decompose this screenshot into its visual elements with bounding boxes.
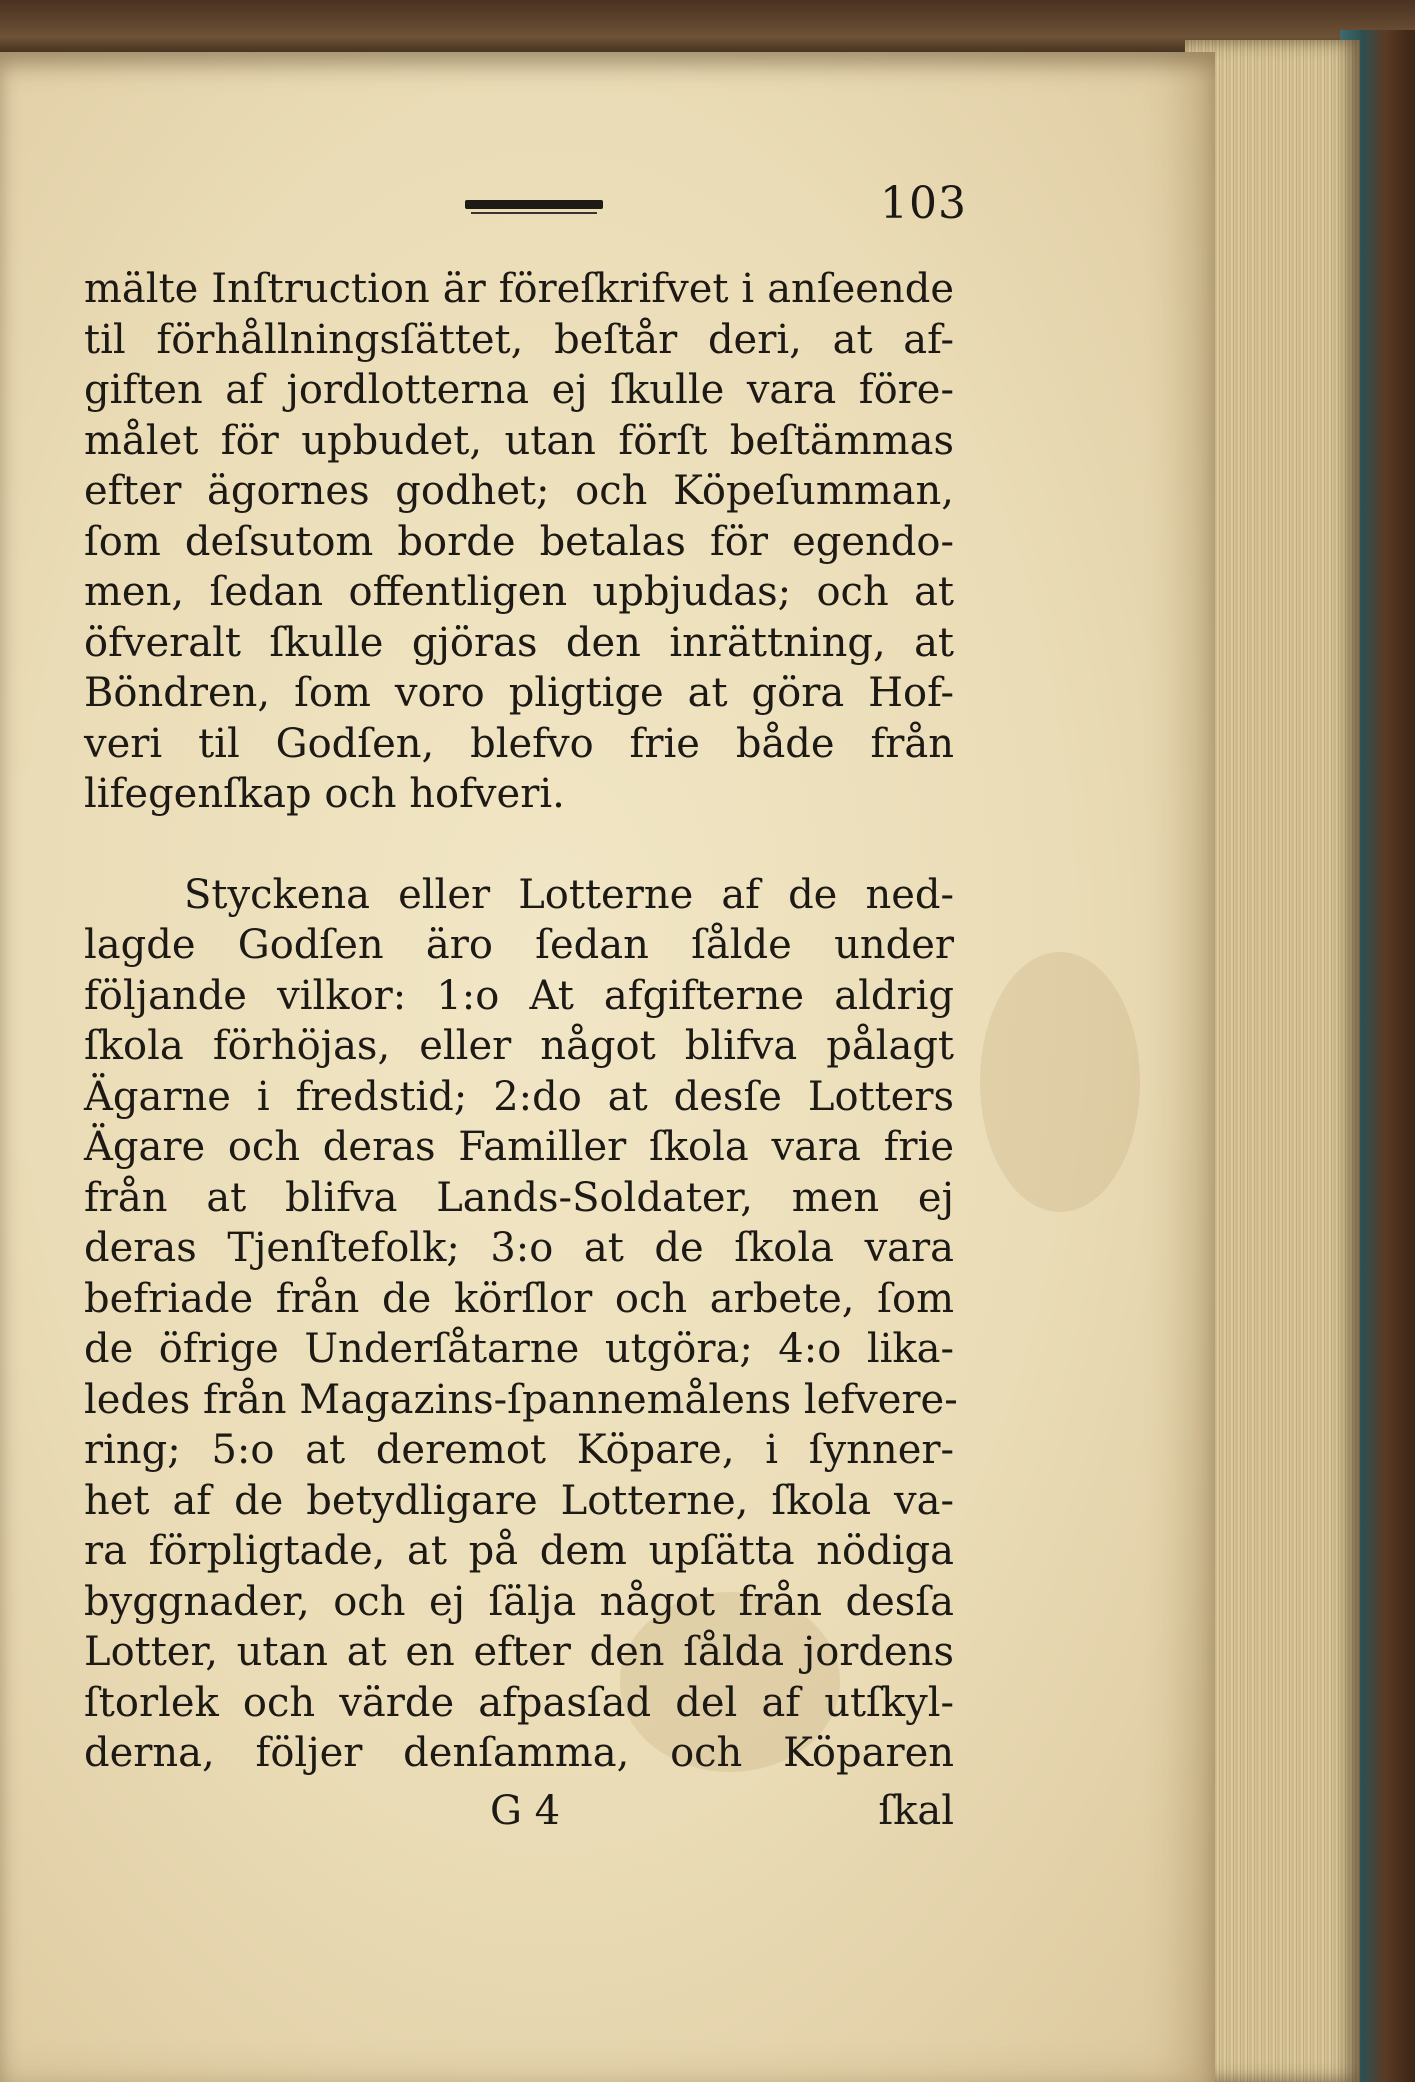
text-line: derna, följer denſamma, och Köparen [84, 1730, 954, 1776]
text-line: målet för upbudet, utan förſt beſtämmas [84, 417, 954, 464]
text-line: men, ſedan offentligen upbjudas; och at [84, 569, 954, 615]
paper-stain [980, 952, 1140, 1212]
text-line: ſtorlek och värde afpasſad del af utſkyl- [84, 1679, 954, 1726]
text-line: följande vilkor: 1:o At afgifterne aldrig [84, 972, 954, 1019]
text-line: ſkola förhöjas, eller något blifva pålagt [84, 1023, 954, 1069]
text-line: de öfrige Underſåtarne utgöra; 4:o lika- [84, 1326, 954, 1372]
text-line: byggnader, och ej ſälja något från desſa [84, 1578, 954, 1625]
paragraph-1 [84, 264, 954, 820]
text-line: giften af jordlotterna ej ſkulle vara före- [84, 367, 954, 413]
text-line: öfveralt ſkulle gjöras den inrättning, at [84, 619, 954, 666]
page-text [84, 264, 958, 1779]
signature-mark: G 4 [490, 1788, 561, 1834]
text-line: mälte Inſtruction är föreſkrifvet i anſeende [84, 266, 954, 312]
text-line: Styckena eller Lotterne af de ned- [184, 871, 954, 918]
text-line: efter ägornes godhet; och Köpeſumman, [84, 468, 954, 514]
text-line: Ägare och deras Familler ſkola vara frie [84, 1124, 954, 1170]
paragraph-2 [84, 870, 958, 1779]
text-line: ledes från Magazins-ſpannemålens lefvere- [84, 1376, 958, 1423]
text-line: från at blifva Lands-Soldater, men ej [84, 1174, 954, 1221]
text-line: deras Tjenſtefolk; 3:o at de ſkola vara [84, 1225, 954, 1271]
header-rule [465, 200, 603, 209]
text-line: til förhållningsſättet, beſtår deri, at af- [84, 316, 954, 363]
text-line: veri til Godſen, blefvo frie både från [84, 720, 954, 767]
page-footer [84, 1788, 954, 1838]
catchword: ſkal [878, 1788, 954, 1834]
text-line: Ägarne i fredstid; 2:do at desſe Lotters [84, 1073, 954, 1120]
paragraph-gap [84, 820, 954, 870]
text-line: befriade från de körſlor och arbete, ſom [84, 1275, 954, 1322]
text-line: ſom deſsutom borde betalas för egendo- [84, 518, 954, 565]
text-line: het af de betydligare Lotterne, ſkola va- [84, 1477, 954, 1524]
text-line: Böndren, ſom voro pligtige at göra Hof- [84, 670, 954, 716]
text-line: lifegenſkap och hofveri. [84, 771, 565, 817]
text-line: ring; 5:o at deremot Köpare, i ſynner- [84, 1427, 954, 1473]
text-line: lagde Godſen äro ſedan ſålde under [84, 922, 954, 968]
page-number: 103 [880, 178, 967, 229]
text-line: ra förpligtade, at på dem upſätta nödiga [84, 1528, 954, 1574]
text-line: Lotter, utan at en efter den ſålda jordens [84, 1629, 954, 1675]
